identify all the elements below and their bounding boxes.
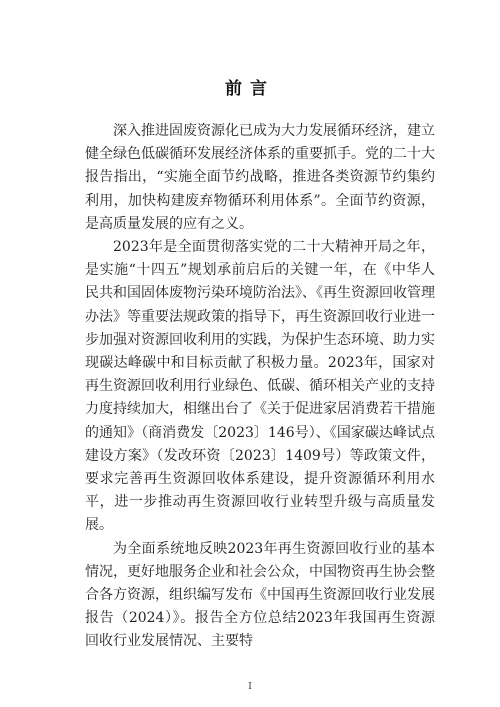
page-number: I xyxy=(248,682,252,692)
document-body xyxy=(85,120,435,654)
paragraph-3: 为全面系统地反映2023年再生资源回收行业的基本情况，更好地服务企业和社会公众，中国物资再生协会整合各方资源，组织编写发布《中国再生资源回收行业发展报告（2024）》。报告全方位总结2023年我国再生资源回收行业发展情况、主要特 xyxy=(85,540,435,650)
paragraph-2: 2023年是全面贯彻落实党的二十大精神开局之年，是实施“十四五”规划承前启后的关键一年，在《中华人民共和国固体废物污染环境防治法》、《再生资源回收管理办法》等重要法规政策的指导下，再生资源回收行业进一步加强对资源回收利用的实践，为保护生态环境、助力实现碳达峰碳中和目标贡献了积极力量。2023年，国家对再生资源回收利用行业绿色、低碳、循环相关产业的支持力度持续加大，相继出台了《关于促进家居消费若干措施的通知》（商消费发〔2023〕146号）、《国家碳达峰试点建设方案》（发改环资〔2023〕1409号）等政策文件，要求完善再生资源回收体系建设，提升资源循环利用水平，进一步推动再生资源回收行业转型升级与高质量发展。 xyxy=(85,239,435,534)
page-title: 前言 xyxy=(225,79,275,99)
paragraph-1: 深入推进固废资源化已成为大力发展循环经济，建立健全绿色低碳循环发展经济体系的重要抓手。党的二十大报告指出，“实施全面节约战略，推进各类资源节约集约利用，加快构建废弃物循环利用体系”。全面节约资源，是高质量发展的应有之义。 xyxy=(85,123,435,232)
